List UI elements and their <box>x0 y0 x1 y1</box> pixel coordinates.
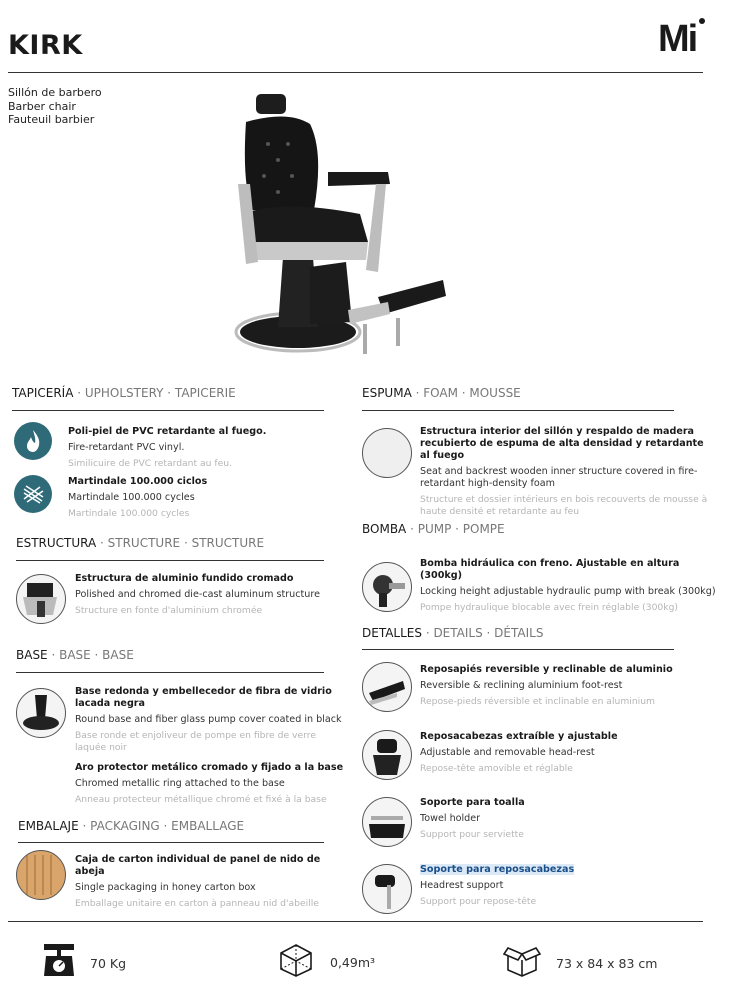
heading-sub: · DETAILS · DÉTAILS <box>422 626 544 640</box>
text-es: Soporte para toalla <box>420 797 525 808</box>
section-divider <box>362 649 674 650</box>
text-en: Locking height adjustable hydraulic pump with break (300kg) <box>420 586 716 597</box>
brand-logo: Mi <box>658 18 697 60</box>
detalles-item-4 <box>420 864 716 908</box>
text-en: Adjustable and removable head-rest <box>420 747 595 758</box>
subtitle-en: Barber chair <box>8 99 76 113</box>
text-es: Estructura interior del sillón y respaldo de madera recubierto de espuma de alta densidad y retardante al fuego <box>420 426 704 461</box>
structure-thumbnail <box>16 574 66 624</box>
foam-thumbnail <box>362 428 412 478</box>
footrest-thumbnail <box>362 662 412 712</box>
spec-weight: 70 Kg <box>90 956 127 971</box>
detalles-item-2 <box>420 731 716 775</box>
heading-main: ESPUMA <box>362 386 412 400</box>
text-es: Bomba hidráulica con freno. Ajustable en altura (300kg) <box>420 558 680 581</box>
flame-icon <box>14 422 52 460</box>
towel-holder-thumbnail <box>362 797 412 847</box>
text-en: Chromed metallic ring attached to the base <box>75 778 285 789</box>
section-heading-base <box>16 648 134 662</box>
base-item-1 <box>75 686 347 754</box>
text-fr: Repose-pieds réversible et inclinable en aluminium <box>420 696 655 707</box>
headrest-thumbnail <box>362 730 412 780</box>
fabric-mesh-icon <box>14 475 52 513</box>
heading-main: DETALLES <box>362 626 422 640</box>
text-es: Martindale 100.000 ciclos <box>68 476 208 487</box>
text-es: Caja de carton individual de panel de nido de abeja <box>75 854 321 877</box>
heading-sub: · STRUCTURE · STRUCTURE <box>96 536 265 550</box>
section-divider <box>16 560 324 561</box>
text-en: Round base and fiber glass pump cover coated in black <box>75 714 342 725</box>
text-fr: Structure et dossier intérieurs en bois recouverts de mousse à haute densité et retardante au feu <box>420 494 708 517</box>
section-heading-espuma <box>362 386 521 400</box>
text-es: Poli-piel de PVC retardante al fuego. <box>68 426 267 437</box>
text-fr: Similicuire de PVC retardant au feu. <box>68 458 233 469</box>
heading-main: BOMBA <box>362 522 407 536</box>
text-en: Towel holder <box>420 813 481 824</box>
section-heading-bomba <box>362 522 505 536</box>
espuma-item-1 <box>420 426 716 518</box>
section-divider <box>18 842 324 843</box>
pump-thumbnail <box>362 562 412 612</box>
section-divider <box>16 672 324 673</box>
tapiceria-item-1 <box>68 426 318 470</box>
bomba-item-1 <box>420 558 716 614</box>
subtitle-es: Sillón de barbero <box>8 86 102 99</box>
heading-sub: · BASE · BASE <box>47 648 134 662</box>
heading-main: BASE <box>16 648 48 662</box>
heading-main: EMBALAJE <box>18 819 79 833</box>
section-heading-embalaje <box>18 819 244 833</box>
base-item-2 <box>75 762 347 806</box>
text-en: Reversible & reclining aluminium foot-rest <box>420 680 623 691</box>
section-heading-tapiceria <box>12 386 236 400</box>
embalaje-item-1 <box>75 854 345 910</box>
product-title: KIRK <box>8 30 83 61</box>
spec-dimensions: 73 x 84 x 83 cm <box>556 956 658 971</box>
header-divider <box>8 72 703 73</box>
highlighted-text: Soporte para reposacabezas <box>420 864 575 875</box>
section-divider <box>362 410 674 411</box>
text-fr: Emballage unitaire en carton à panneau nid d'abeille <box>75 898 319 909</box>
heading-sub: · UPHOLSTERY · TAPICERIE <box>73 386 236 400</box>
volume-cube-icon <box>278 942 314 978</box>
packaging-thumbnail <box>16 850 66 900</box>
text-en: Single packaging in honey carton box <box>75 882 256 893</box>
heading-sub: · PACKAGING · EMBALLAGE <box>78 819 245 833</box>
subtitle-fr: Fauteuil barbier <box>8 113 95 126</box>
text-en: Martindale 100.000 cycles <box>68 492 195 503</box>
logo-dot <box>699 18 705 24</box>
section-heading-detalles <box>362 626 543 640</box>
text-en: Fire-retardant PVC vinyl. <box>68 442 185 453</box>
text-fr: Support pour repose-tête <box>420 896 537 907</box>
barber-chair-image <box>228 92 448 362</box>
heading-main: ESTRUCTURA <box>16 536 97 550</box>
text-fr: Base ronde et enjoliveur de pompe en fibre de verre laquée noir <box>75 730 316 753</box>
text-fr: Repose-tête amovible et réglable <box>420 763 573 774</box>
text-es: Reposacabezas extraíble y ajustable <box>420 731 618 742</box>
text-en: Polished and chromed die-cast aluminum structure <box>75 589 321 600</box>
heading-sub: · PUMP · POMPE <box>406 522 505 536</box>
text-en: Headrest support <box>420 880 504 891</box>
detalles-item-3 <box>420 797 716 841</box>
heading-main: TAPICERÍA <box>12 386 74 400</box>
heading-sub: · FOAM · MOUSSE <box>411 386 521 400</box>
text-es: Base redonda y embellecedor de fibra de vidrio lacada negra <box>75 686 332 709</box>
box-dimensions-icon <box>502 944 542 978</box>
text-fr: Pompe hydraulique blocable avec frein réglable (300kg) <box>420 602 678 613</box>
text-es: Reposapiés reversible y reclinable de aluminio <box>420 664 673 675</box>
text-fr: Support pour serviette <box>420 829 524 840</box>
spec-volume: 0,49m³ <box>330 955 376 970</box>
estructura-item-1 <box>75 573 335 617</box>
text-es: Aro protector metálico cromado y fijado a la base <box>75 762 344 773</box>
section-heading-estructura <box>16 536 264 550</box>
scale-weight-icon <box>42 942 76 978</box>
footer-divider <box>8 921 703 922</box>
text-fr: Anneau protecteur métallique chromé et fixé à la base <box>75 794 327 805</box>
base-thumbnail <box>16 688 66 738</box>
detalles-item-1 <box>420 664 716 708</box>
headrest-support-thumbnail <box>362 864 412 914</box>
product-subtitle <box>8 86 102 127</box>
text-es <box>420 864 716 876</box>
text-fr: Martindale 100.000 cycles <box>68 508 190 519</box>
text-fr: Structure en fonte d'aluminium chromée <box>75 605 263 616</box>
text-en: Seat and backrest wooden inner structure covered in fire-retardant high-density foam <box>420 466 698 489</box>
tapiceria-item-2 <box>68 476 318 520</box>
text-es: Estructura de aluminio fundido cromado <box>75 573 294 584</box>
section-divider <box>12 410 324 411</box>
